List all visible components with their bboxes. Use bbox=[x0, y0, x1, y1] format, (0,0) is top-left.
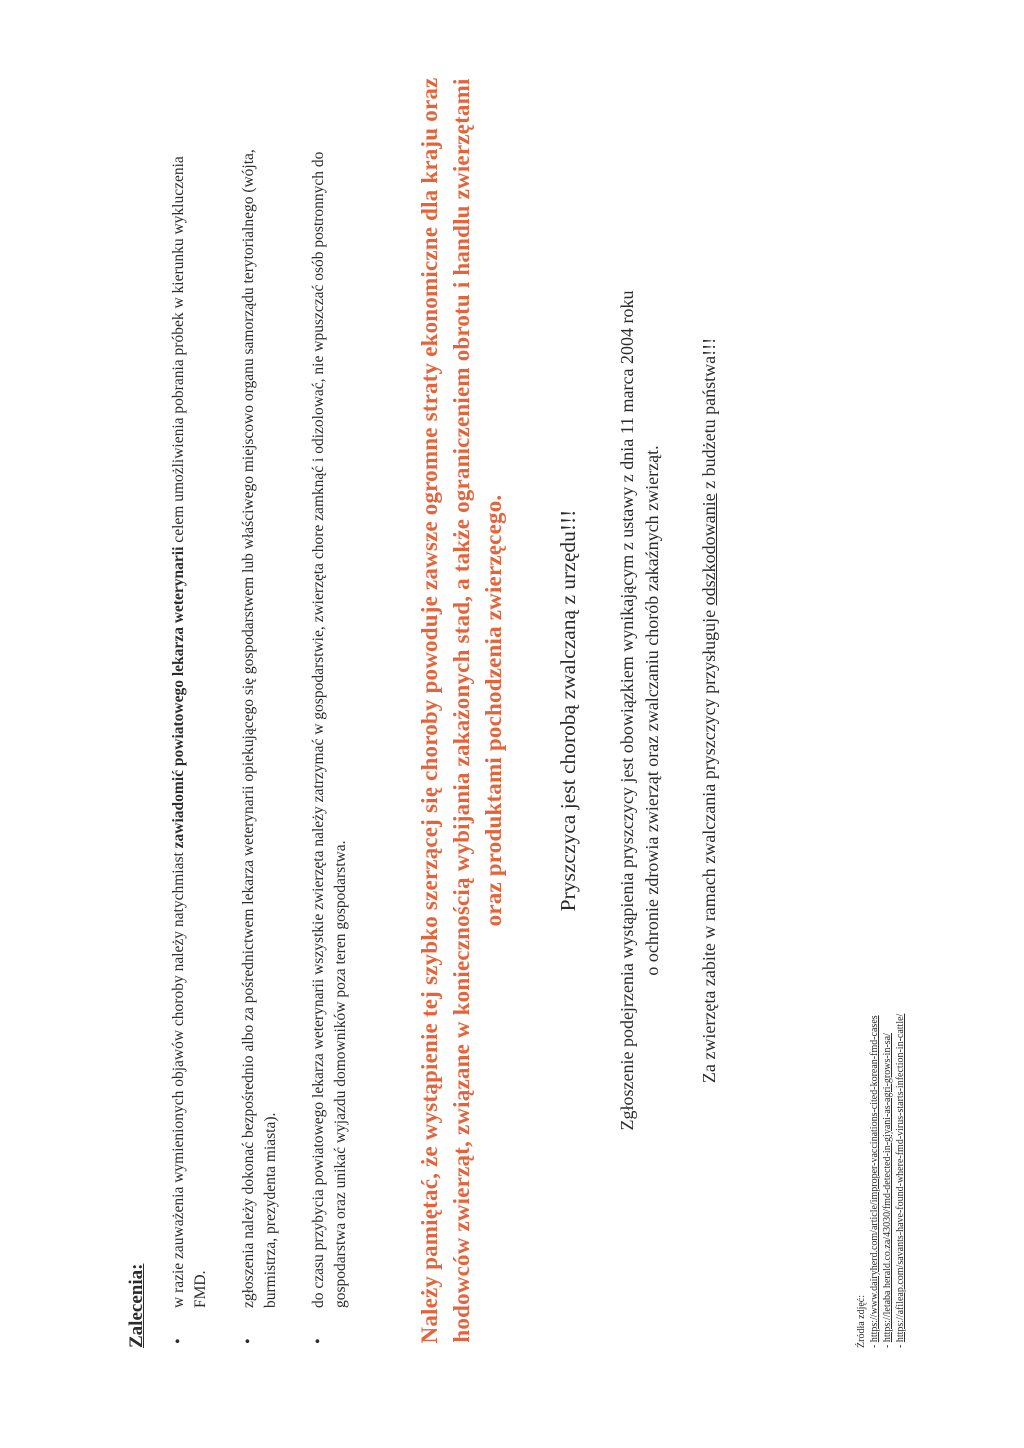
image-sources bbox=[855, 648, 907, 1348]
official-notice: Pryszczyca jest chorobą zwalczaną z urzędu!!! bbox=[556, 509, 580, 912]
list-item bbox=[168, 123, 212, 1348]
section-heading: Zalecenia: bbox=[126, 1263, 147, 1348]
source-prefix: - bbox=[869, 1342, 880, 1348]
reporting-obligation-line: Zgłoszenie podejrzenia wystąpienia pryszczycy jest obowiązkiem wynikającym z ustawy z dnia 11 marca 2004 roku bbox=[617, 290, 637, 1131]
reporting-obligation-line: o ochronie zdrowia zwierząt oraz zwalczaniu chorób zakaźnych zwierząt. bbox=[642, 445, 662, 976]
economic-warning: Należy pamiętać, że wystąpienie tej szybko szerzącej się choroby powoduje zawsze ogromne straty ekonomiczne dla kraju oraz hodowców zwierząt, związane w koniecznością wybijania zakażonych stad, a także ograniczeniem obrotu i handlu zwierzętami oraz produktami pochodzenia zwierzęcego. bbox=[417, 77, 506, 1344]
source-line bbox=[881, 648, 894, 1348]
bullet-icon: • bbox=[170, 1338, 187, 1344]
sources-title: Źródła zdjęć: bbox=[856, 1294, 867, 1348]
source-line bbox=[868, 648, 881, 1348]
source-link[interactable]: https://www.dairyherd.com/article/improper-vaccinations-cited-korean-fmd-cases bbox=[869, 1015, 880, 1343]
source-prefix: - bbox=[895, 1342, 906, 1348]
bullet-icon: • bbox=[240, 1338, 257, 1344]
compensation-text-underlined: odszkodowanie bbox=[699, 493, 719, 606]
list-item-text-bold: zawiadomić powiatowego lekarza weterynarii bbox=[170, 546, 187, 849]
list-item-text: zgłoszenia należy dokonać bezpośrednio albo za pośrednictwem lekarza weterynarii opiekującego się gospodarstwem lub właściwego miejscowo organu samorządu terytorialnego (wójta, burmistrza, prezydenta miasta). bbox=[240, 149, 279, 1308]
document-body bbox=[126, 68, 720, 1348]
list-item-text-after: celem umożliwienia pobrania próbek w kierunku wykluczenia FMD. bbox=[170, 156, 209, 1308]
bullet-icon: • bbox=[310, 1338, 327, 1344]
list-item-text-before: w razie zauważenia wymienionych objawów choroby należy natychmiast bbox=[170, 848, 187, 1308]
source-link[interactable]: https://letaba herald.co.za/43030/fmd-detected-in-giyani-as-agri-grows-in-sa/ bbox=[882, 1033, 893, 1343]
source-line bbox=[894, 648, 907, 1348]
source-link[interactable]: https://afileap.com/savants-have-found-where-fmd-virus-starts-infection-in-cattle/ bbox=[895, 1013, 906, 1343]
list-item bbox=[308, 123, 352, 1348]
list-item bbox=[238, 123, 282, 1348]
compensation-text-after: z budżetu państwa!!! bbox=[699, 337, 719, 494]
compensation-text-before: Za zwierzęta zabite w ramach zwalczania pryszczycy przysługuje bbox=[699, 605, 719, 1084]
list-item-text: do czasu przybycia powiatowego lekarza weterynarii wszystkie zwierzęta należy zatrzymać w gospodarstwie, zwierzęta chore zamknąć i odizolować, nie wpuszczać osób postronnych do gospodarstwa oraz unikać wyjazdu domowników poza teren gospodarstwa. bbox=[310, 151, 349, 1308]
recommendations-list bbox=[168, 68, 352, 1348]
source-prefix: - bbox=[882, 1342, 893, 1348]
reporting-obligation bbox=[615, 73, 665, 1348]
compensation-note bbox=[699, 73, 720, 1348]
